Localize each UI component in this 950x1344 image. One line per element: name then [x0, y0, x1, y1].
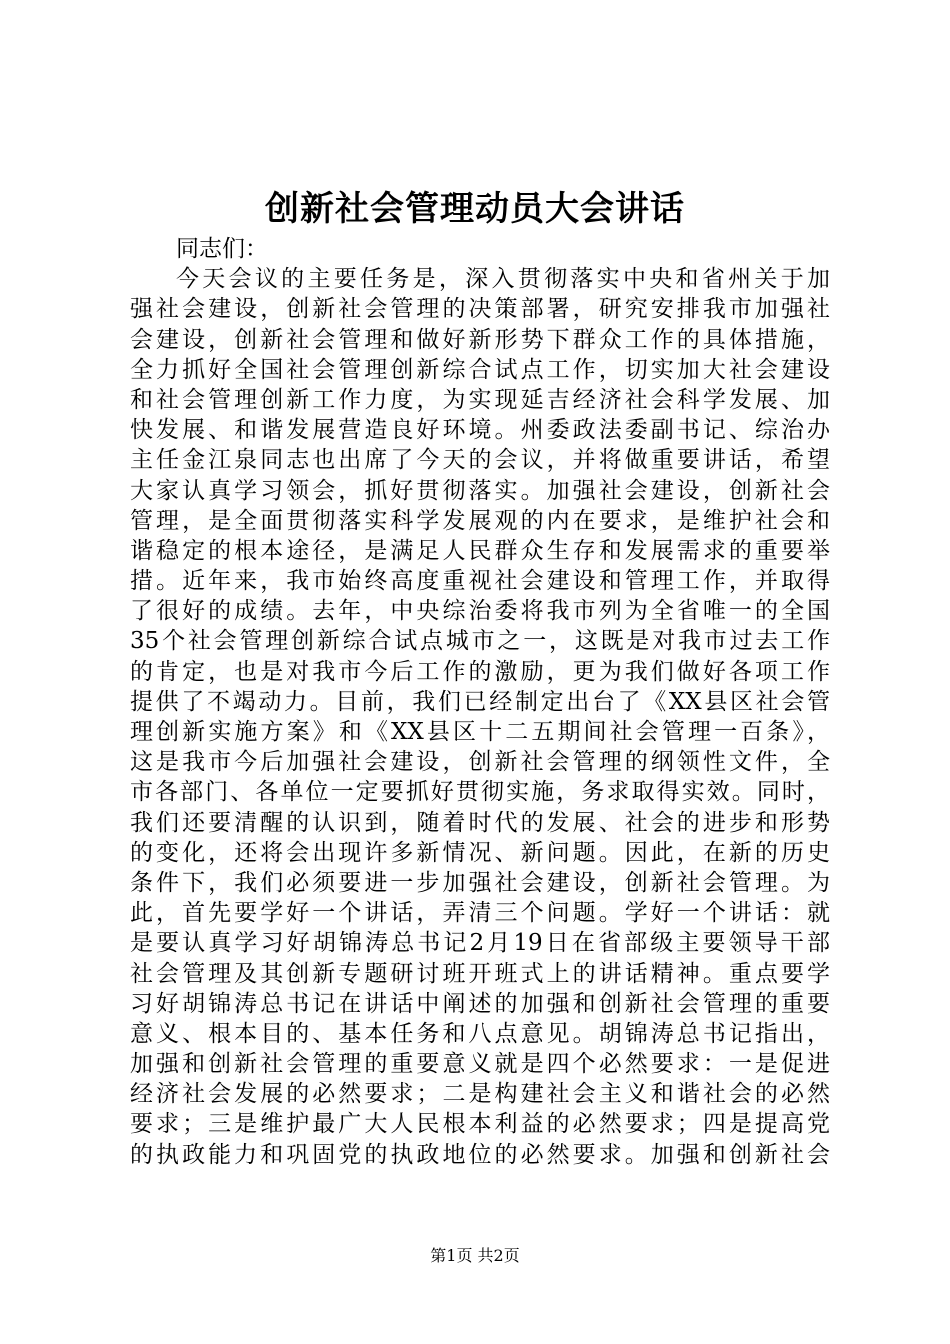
body-line: 经济社会发展的必然要求；二是构建社会主义和谐社会的必然: [130, 1081, 830, 1108]
body-line: 的肯定，也是对我市今后工作的激励，更为我们做好各项工作: [130, 658, 830, 685]
body-line: 理创新实施方案》和《XX县区十二五期间社会管理一百条》，: [130, 719, 830, 745]
body-line: 会建设，创新社会管理和做好新形势下群众工作的具体措施，: [130, 326, 830, 353]
body-line: 谐稳定的根本途径，是满足人民群众生存和发展需求的重要举: [130, 537, 830, 564]
page-indicator: 第1页 共2页: [430, 1246, 520, 1265]
body-line: 主任金江泉同志也出席了今天的会议，并将做重要讲话，希望: [130, 447, 830, 474]
body-line: 市各部门、各单位一定要抓好贯彻实施，务求取得实效。同时，: [130, 779, 830, 806]
salutation: 同志们：: [176, 236, 268, 262]
body-line: 和社会管理创新工作力度，为实现延吉经济社会科学发展、加: [130, 386, 830, 413]
body-line: 此，首先要学好一个讲话，弄清三个问题。学好一个讲话：就: [130, 900, 830, 927]
body-line: 全力抓好全国社会管理创新综合试点工作，切实加大社会建设: [130, 356, 830, 383]
body-line: 措。近年来，我市始终高度重视社会建设和管理工作，并取得: [130, 568, 830, 595]
body-line: 强社会建设，创新社会管理的决策部署，研究安排我市加强社: [130, 296, 830, 323]
body-line: 的变化，还将会出现许多新情况、新问题。因此，在新的历史: [130, 839, 830, 866]
body-line: 今天会议的主要任务是，深入贯彻落实中央和省州关于加: [176, 266, 830, 293]
body-line: 是要认真学习好胡锦涛总书记2月19日在省部级主要领导干部: [130, 930, 830, 957]
body-line: 管理，是全面贯彻落实科学发展观的内在要求，是维护社会和: [130, 507, 830, 534]
body-line: 社会管理及其创新专题研讨班开班式上的讲话精神。重点要学: [130, 960, 830, 987]
document-title: 创新社会管理动员大会讲话: [265, 189, 685, 229]
body-line: 条件下，我们必须要进一步加强社会建设，创新社会管理。为: [130, 869, 830, 896]
body-line: 快发展、和谐发展营造良好环境。州委政法委副书记、综治办: [130, 417, 830, 444]
body-line: 我们还要清醒的认识到，随着时代的发展、社会的进步和形势: [130, 809, 830, 836]
body-line: 的执政能力和巩固党的执政地位的必然要求。加强和创新社会: [130, 1141, 830, 1168]
body-line: 意义、根本目的、基本任务和八点意见。胡锦涛总书记指出，: [130, 1020, 830, 1047]
body-line: 提供了不竭动力。目前，我们已经制定出台了《XX县区社会管: [130, 688, 830, 715]
body-line: 大家认真学习领会，抓好贯彻落实。加强社会建设，创新社会: [130, 477, 830, 504]
body-line: 了很好的成绩。去年，中央综治委将我市列为全省唯一的全国: [130, 598, 830, 625]
body-line: 35个社会管理创新综合试点城市之一，这既是对我市过去工作: [130, 628, 830, 655]
body-line: 要求；三是维护最广大人民根本利益的必然要求；四是提高党: [130, 1111, 830, 1138]
body-line: 习好胡锦涛总书记在讲话中阐述的加强和创新社会管理的重要: [130, 990, 830, 1017]
body-line: 这是我市今后加强社会建设，创新社会管理的纲领性文件，全: [130, 749, 830, 776]
document-body: [130, 234, 830, 1170]
body-line: 加强和创新社会管理的重要意义就是四个必然要求：一是促进: [130, 1051, 830, 1078]
